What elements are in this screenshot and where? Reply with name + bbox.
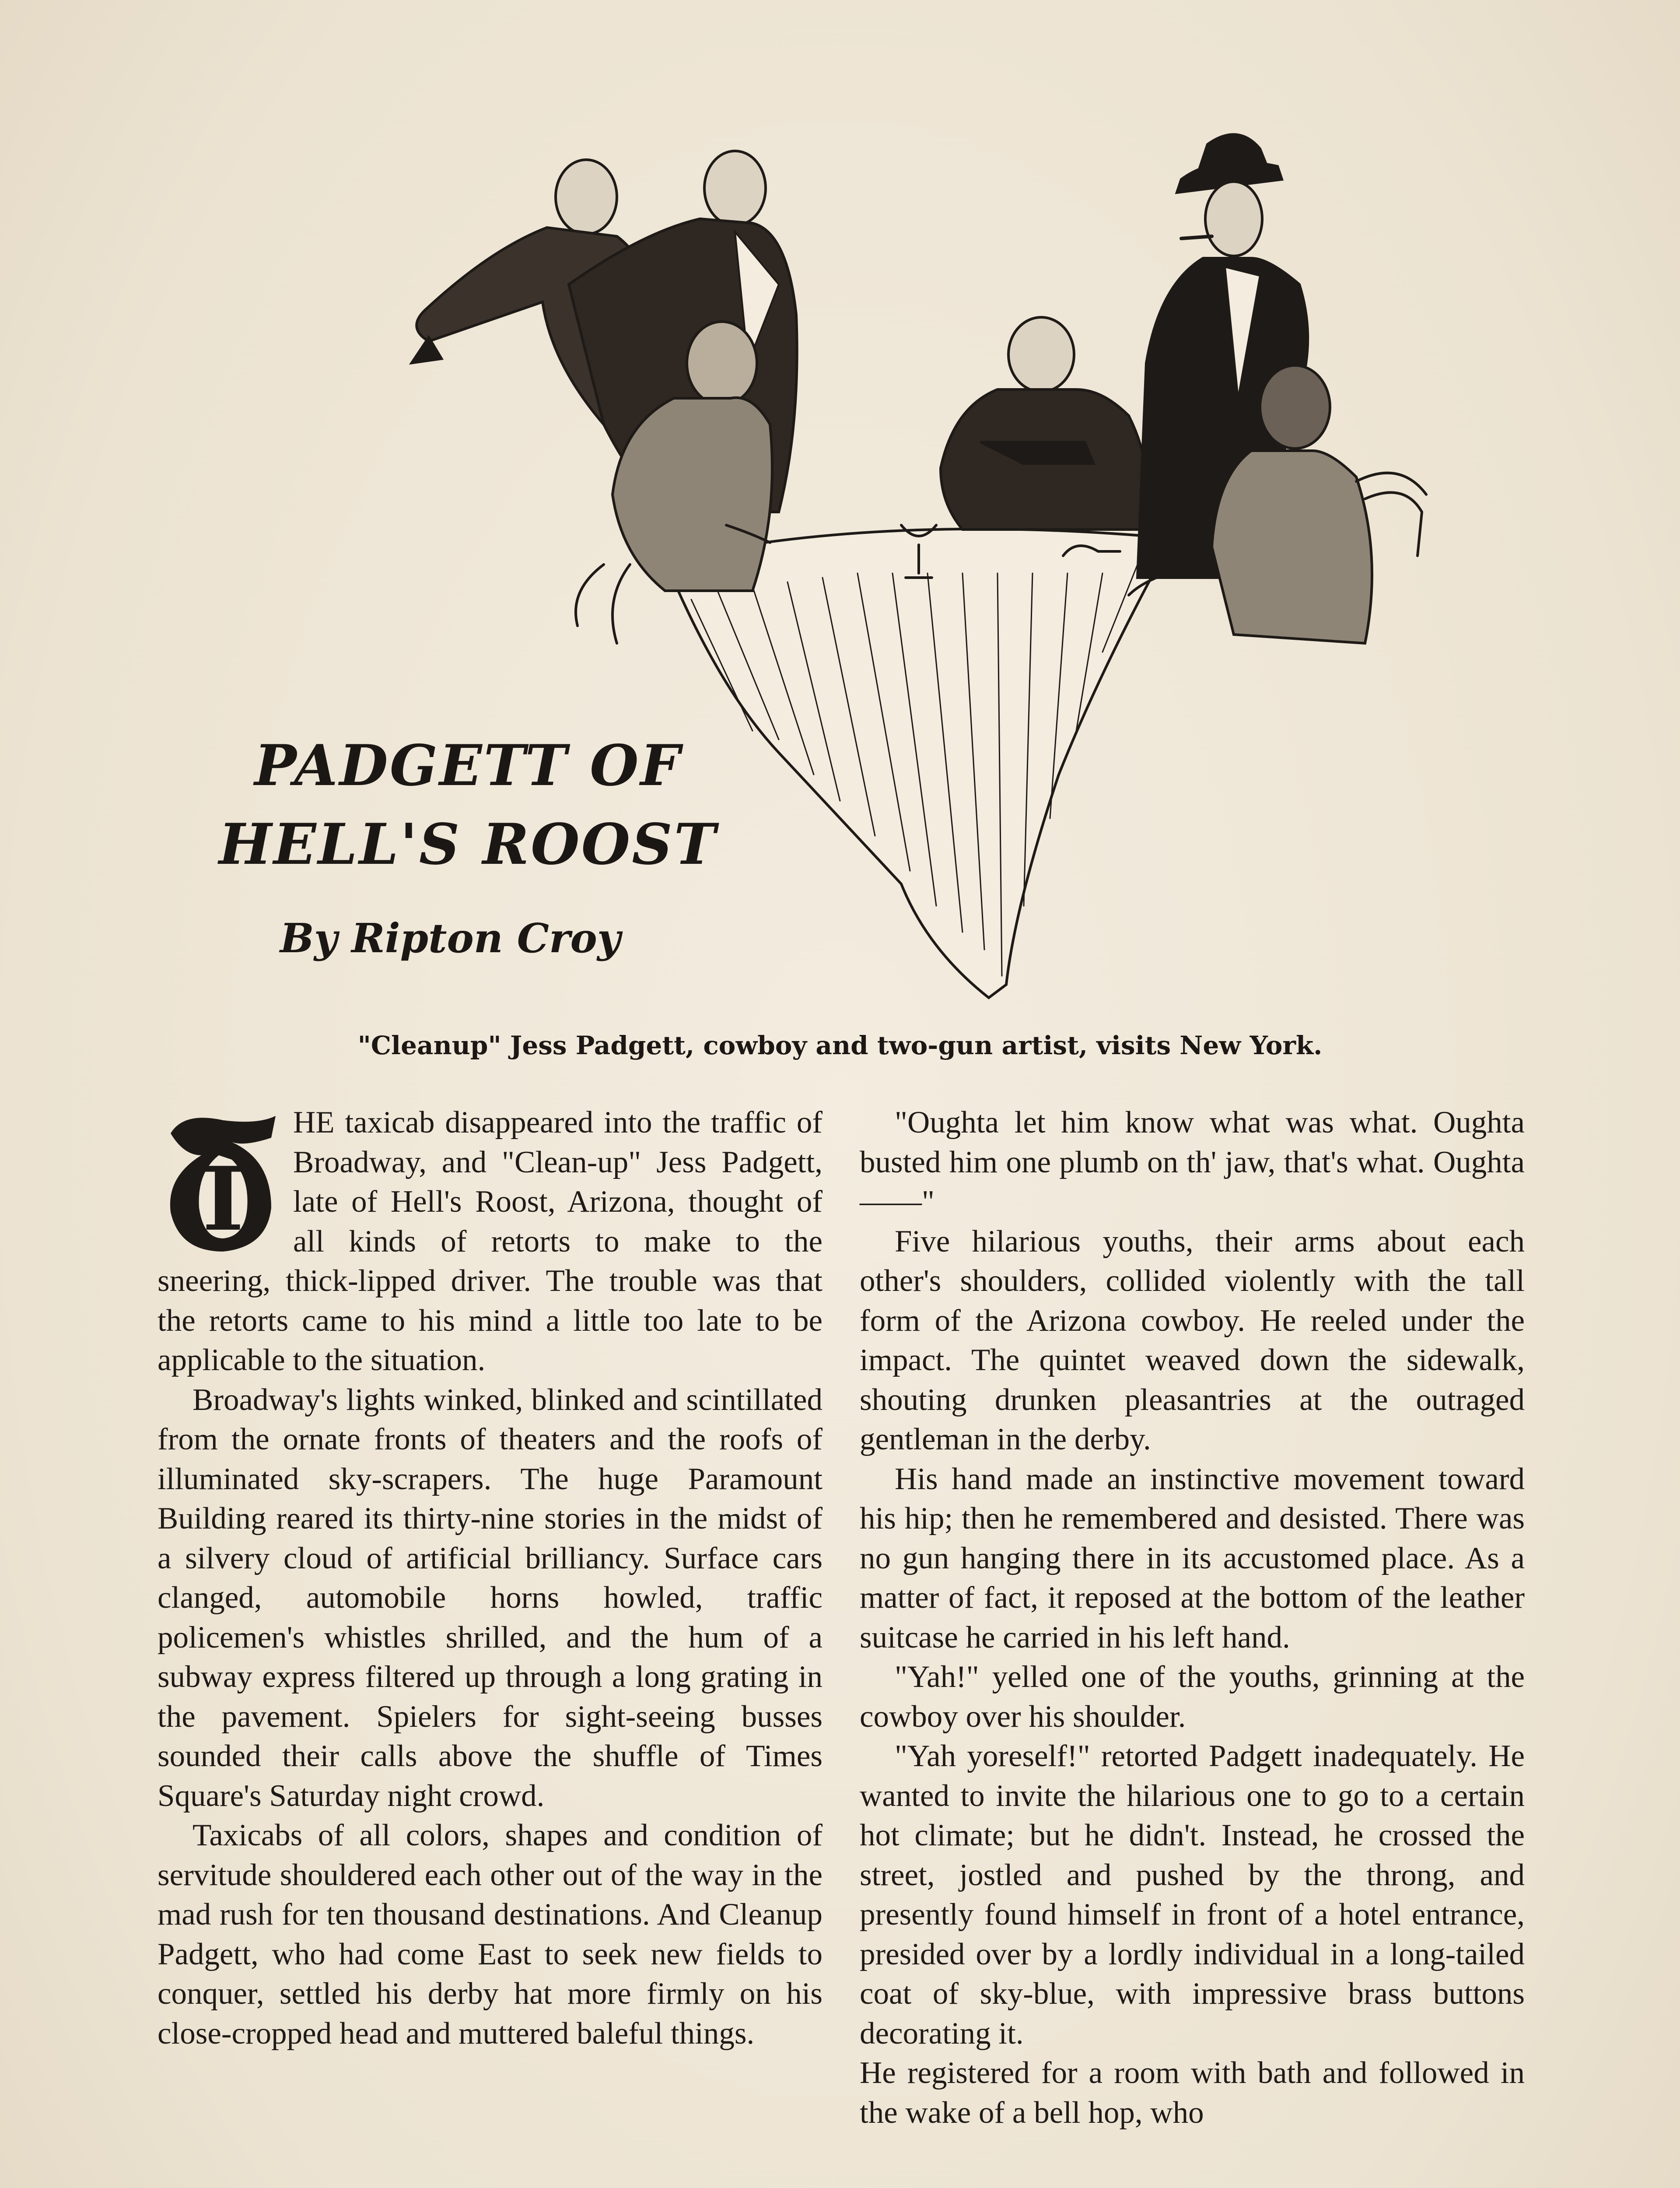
paragraph: Five hilarious youths, their arms about each other's shoulders, collided violently with the tall form of the Arizona cowboy. He reeled under the impact. The quintet weaved down the sidewalk, shouting drunken pleasantries at the outraged gentleman in the derby.	[860, 1224, 1525, 1456]
right-column	[860, 1103, 1525, 2132]
author-byline: By Ripton Croy	[280, 915, 621, 962]
paragraph: HE taxicab disappeared into the traffic of Broadway, and "Clean-up" Jess Padgett, late of Hell's Roost, Arizona, thought of all kinds of retorts to make to the sneering, thick-lipped driver. The trouble was that the retorts came to his mind a little too late to be applicable to the situation.	[158, 1105, 822, 1377]
paragraph: "Oughta let him know what was what. Oughta busted him one plumb on th' jaw, that's what. Oughta——"	[860, 1105, 1525, 1219]
dropcap-initial	[158, 1107, 284, 1256]
title-line-2: HELL'S ROOST	[219, 812, 718, 877]
left-column	[158, 1103, 822, 2053]
paragraph: Broadway's lights winked, blinked and scintillated from the ornate fronts of theaters and the roofs of illuminated sky-scrapers. The huge Paramount Building reared its thirty-nine stories in the midst of a silvery cloud of artificial brilliancy. Surface cars clanged, automobile horns howled, traffic policemen's whistles shrilled, and the hum of a subway express filtered up through a long grating in the pavement. Spielers for sight-seeing busses sounded their calls above the shuffle of Times Square's Saturday night crowd.	[158, 1382, 822, 1813]
paragraph: His hand made an instinctive movement toward his hip; then he remembered and desisted. There was no gun hanging there in its accustomed place. As a matter of fact, it reposed at the bottom of the leather suitcase he carried in his left hand.	[860, 1462, 1525, 1655]
story-title	[192, 726, 744, 884]
paragraph: Taxicabs of all colors, shapes and condition of servitude shouldered each other out of the way in the mad rush for ten thousand destinations. And Cleanup Padgett, who had come East to seek new fields to conquer, settled his derby hat more firmly on his close-cropped head and muttered baleful things.	[158, 1818, 822, 2051]
story-subtitle: "Cleanup" Jess Padgett, cowboy and two-gun artist, visits New York.	[357, 1031, 1323, 1060]
paragraph: He registered for a room with bath and followed in the wake of a bell hop, who	[860, 2056, 1525, 2130]
dropcap-letter: T	[190, 1148, 256, 1251]
title-line-1: PADGETT OF	[254, 733, 682, 799]
paragraph: "Yah yoreself!" retorted Padgett inadequately. He wanted to invite the hilarious one to go to a certain hot climate; but he didn't. Instead, he crossed the street, jostled and pushed by the throng, and presently found himself in front of a hotel entrance, presided over by a lordly individual in a long-tailed coat of sky-blue, with impressive brass buttons decorating it.	[860, 1739, 1525, 2051]
paragraph: "Yah!" yelled one of the youths, grinning at the cowboy over his shoulder.	[860, 1660, 1525, 1734]
